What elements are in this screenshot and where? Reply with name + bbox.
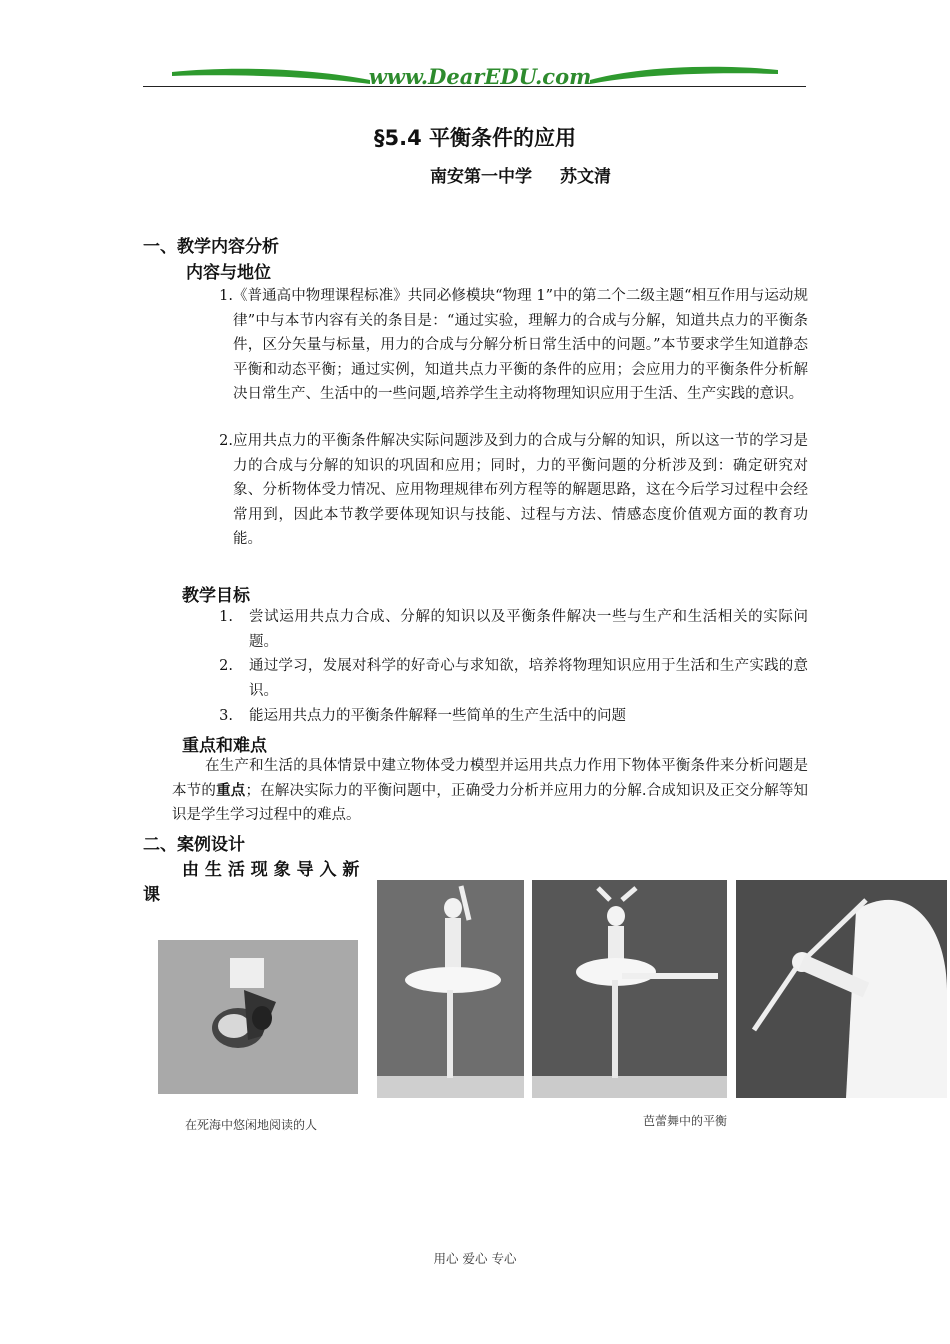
list-item-number: 2. [219, 658, 233, 674]
dead-sea-reader-photo [158, 940, 358, 1094]
caption-ballet: 芭蕾舞中的平衡 [643, 1114, 728, 1128]
subsection-goals-heading: 教学目标 [182, 586, 250, 606]
list-item-text: 通过学习，发展对科学的好奇心与求知欲，培养将物理知识应用于生活和生产实践的意识。 [249, 658, 808, 699]
list-item [205, 704, 808, 730]
site-banner [170, 58, 780, 94]
ballet-photo-2 [532, 880, 727, 1098]
author-name: 苏文清 [560, 167, 611, 187]
list-item [205, 284, 808, 434]
site-name: www.DearEDU.com [368, 64, 592, 89]
ballet-photo-3 [736, 880, 947, 1098]
list-item-text: 能运用共点力的平衡条件解释一些简单的生产生活中的问题 [249, 708, 626, 724]
list-item-text: 尝试运用共点力合成、分解的知识以及平衡条件解决一些与生产和生活相关的实际问题。 [249, 609, 808, 650]
list-item [205, 654, 808, 704]
caption-dead-sea: 在死海中悠闲地阅读的人 [185, 1118, 318, 1132]
author-line [430, 162, 611, 187]
author-school: 南安第一中学 [430, 167, 532, 187]
page-footer: 用心 爱心 专心 [433, 1251, 517, 1266]
ballet-photo-1 [377, 880, 524, 1098]
list-item [205, 429, 808, 559]
section2-heading: 二、案例设计 [143, 835, 245, 855]
list-item-text: 《普通高中物理课程标准》共同必修模块“物理 1”中的第二个二级主题“相互作用与运动规律”中与本节内容有关的条目是：“通过实验，理解力的合成与分解，知道共点力的平衡条件，区分矢量与标量，用力的合成与分解分析日常生活中的问题。”本节要求学生知道静态平衡和动态平衡；通过实例，知道共点力平衡的条件的应用；会应用力的平衡条件分析解决日常生产、生活中的一些问题,培养学生主动将物理知识应用于生活、生产实践的意识。 [233, 288, 808, 403]
list-item-number: 1. [219, 288, 233, 304]
list-item-text: 应用共点力的平衡条件解决实际问题涉及到力的合成与分解的知识，所以这一节的学习是力的合成与分解的知识的巩固和应用；同时，力的平衡问题的分析涉及到：确定研究对象、分析物体受力情况、应用物理规律布列方程等的解题思路，这在今后学习过程中会经常用到，因此本节教学要体现知识与技能、过程与方法、情感态度价值观方面的教育功能。 [233, 433, 808, 548]
list-item-number: 1. [219, 609, 233, 625]
list-item-number: 3. [219, 708, 233, 724]
intro-heading-line1: 由 生 活 现 象 导 入 新 [182, 860, 360, 880]
subsection-key-heading: 重点和难点 [182, 736, 267, 756]
key-points-emphasis: 重点 [216, 781, 246, 799]
subsection-position-heading: 内容与地位 [186, 263, 271, 283]
key-points-paragraph [172, 754, 808, 828]
key-points-text-2: ；在解决实际力的平衡问题中，正确受力分析并应用力的分解.合成知识及正交分解等知识是学生学习过程中的难点。 [172, 782, 809, 824]
list-item-number: 2. [219, 433, 233, 449]
page-title: §5.4 平衡条件的应用 [373, 126, 576, 150]
list-item [205, 605, 808, 655]
intro-heading-line2: 课 [143, 885, 160, 905]
key-points-text-1: 在生产和生活的具体情景中建立物体受力模型并运用共点力作用下物体平衡条件来分析问题是本节的 [172, 758, 808, 799]
section1-heading: 一、教学内容分析 [143, 237, 279, 257]
header-rule [143, 86, 806, 87]
